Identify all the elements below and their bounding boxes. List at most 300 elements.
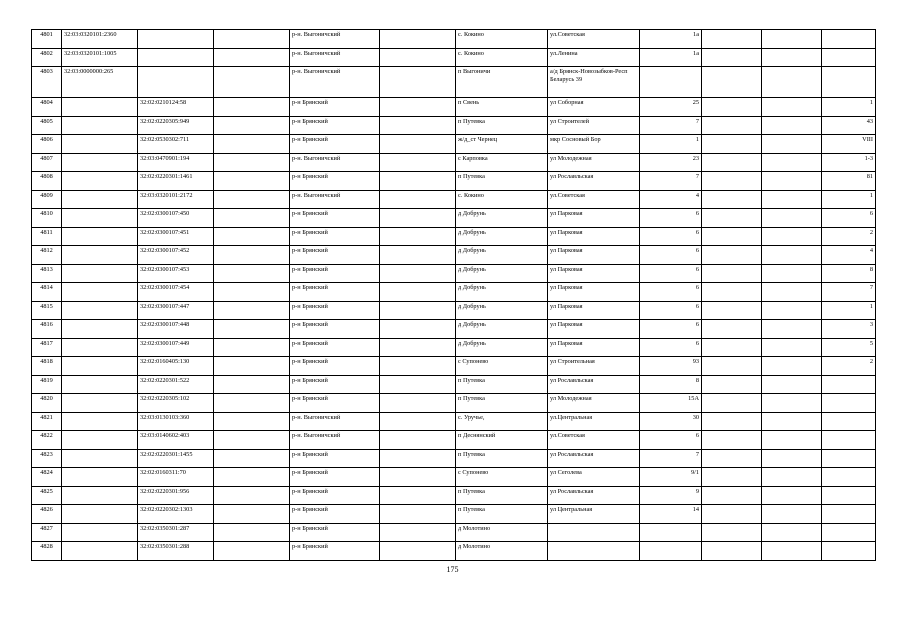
cadastral-number-cell: 32:03:0320101:1005 <box>62 48 138 67</box>
empty-cell <box>214 153 290 172</box>
empty-cell <box>214 283 290 302</box>
row-number-cell: 4818 <box>32 357 62 376</box>
empty-cell <box>762 505 822 524</box>
empty-cell <box>380 468 456 487</box>
district-cell: р-н Брянский <box>290 468 380 487</box>
district-cell: р-н Брянский <box>290 264 380 283</box>
empty-cell <box>702 449 762 468</box>
empty-cell <box>762 412 822 431</box>
settlement-cell: п Свень <box>456 98 548 117</box>
empty-cell <box>380 449 456 468</box>
empty-cell <box>762 30 822 49</box>
street-cell <box>548 523 640 542</box>
cadastral-number-cell <box>62 283 138 302</box>
district-cell: р-н Брянский <box>290 375 380 394</box>
table-row <box>32 209 876 228</box>
street-cell: ул Сеголева <box>548 468 640 487</box>
empty-cell <box>762 264 822 283</box>
empty-cell <box>380 209 456 228</box>
cadastral-number-alt-cell: 32:02:0300107:454 <box>138 283 214 302</box>
empty-cell <box>762 449 822 468</box>
empty-cell <box>762 190 822 209</box>
empty-cell <box>702 209 762 228</box>
empty-cell <box>380 486 456 505</box>
cadastral-number-cell <box>62 264 138 283</box>
empty-cell <box>380 190 456 209</box>
street-cell: ул Парковая <box>548 283 640 302</box>
district-cell: р-н. Выгоничский <box>290 431 380 450</box>
empty-cell <box>380 283 456 302</box>
cadastral-number-cell: 32:03:0000000:265 <box>62 67 138 98</box>
empty-cell <box>380 246 456 265</box>
house-number-cell: 1 <box>640 135 702 154</box>
cadastral-number-alt-cell <box>138 48 214 67</box>
house-number-cell: 25 <box>640 98 702 117</box>
table-row <box>32 67 876 98</box>
house-number-cell: 14 <box>640 505 702 524</box>
apartment-cell: 5 <box>822 338 876 357</box>
cadastral-number-cell: 32:03:0320101:2360 <box>62 30 138 49</box>
empty-cell <box>702 357 762 376</box>
settlement-cell: п Деснянский <box>456 431 548 450</box>
cadastral-number-cell <box>62 523 138 542</box>
table-row <box>32 505 876 524</box>
apartment-cell <box>822 431 876 450</box>
apartment-cell <box>822 394 876 413</box>
cadastral-number-cell <box>62 375 138 394</box>
apartment-cell <box>822 449 876 468</box>
table-row <box>32 153 876 172</box>
table-row <box>32 30 876 49</box>
empty-cell <box>762 48 822 67</box>
row-number-cell: 4815 <box>32 301 62 320</box>
house-number-cell: 6 <box>640 301 702 320</box>
street-cell: ул Парковая <box>548 338 640 357</box>
empty-cell <box>702 98 762 117</box>
district-cell: р-н Брянский <box>290 172 380 191</box>
row-number-cell: 4806 <box>32 135 62 154</box>
street-cell: ул Молодежная <box>548 153 640 172</box>
row-number-cell: 4814 <box>32 283 62 302</box>
row-number-cell: 4827 <box>32 523 62 542</box>
empty-cell <box>702 468 762 487</box>
empty-cell <box>702 486 762 505</box>
house-number-cell: 8 <box>640 375 702 394</box>
empty-cell <box>762 301 822 320</box>
empty-cell <box>702 135 762 154</box>
street-cell: ул Парковая <box>548 301 640 320</box>
empty-cell <box>702 283 762 302</box>
district-cell: р-н. Выгоничский <box>290 412 380 431</box>
house-number-cell: 1а <box>640 30 702 49</box>
settlement-cell: п Путевка <box>456 394 548 413</box>
district-cell: р-н Брянский <box>290 338 380 357</box>
cadastral-number-cell <box>62 542 138 561</box>
empty-cell <box>762 523 822 542</box>
table-row <box>32 375 876 394</box>
cadastral-number-alt-cell: 32:02:0530302:711 <box>138 135 214 154</box>
settlement-cell: п Путевка <box>456 172 548 191</box>
apartment-cell <box>822 523 876 542</box>
row-number-cell: 4825 <box>32 486 62 505</box>
settlement-cell: д Добрунь <box>456 264 548 283</box>
empty-cell <box>214 412 290 431</box>
empty-cell <box>214 505 290 524</box>
house-number-cell: 7 <box>640 449 702 468</box>
settlement-cell: д Молотино <box>456 523 548 542</box>
empty-cell <box>214 468 290 487</box>
district-cell: р-н Брянский <box>290 135 380 154</box>
cadastral-number-cell <box>62 357 138 376</box>
street-cell: ул Парковая <box>548 264 640 283</box>
street-cell: ул Соборная <box>548 98 640 117</box>
table-row <box>32 98 876 117</box>
cadastral-number-alt-cell: 32:02:0350301:287 <box>138 523 214 542</box>
settlement-cell: д Добрунь <box>456 283 548 302</box>
table-row <box>32 264 876 283</box>
table-row <box>32 431 876 450</box>
empty-cell <box>702 67 762 98</box>
table-row <box>32 449 876 468</box>
district-cell: р-н Брянский <box>290 301 380 320</box>
district-cell: р-н Брянский <box>290 283 380 302</box>
apartment-cell <box>822 375 876 394</box>
table-row <box>32 48 876 67</box>
row-number-cell: 4820 <box>32 394 62 413</box>
settlement-cell: п Путевка <box>456 449 548 468</box>
row-number-cell: 4805 <box>32 116 62 135</box>
apartment-cell: 7 <box>822 283 876 302</box>
house-number-cell: 7 <box>640 172 702 191</box>
apartment-cell: 8 <box>822 264 876 283</box>
empty-cell <box>762 153 822 172</box>
settlement-cell: п Путевка <box>456 486 548 505</box>
empty-cell <box>214 486 290 505</box>
house-number-cell: 15А <box>640 394 702 413</box>
row-number-cell: 4824 <box>32 468 62 487</box>
house-number-cell: 6 <box>640 283 702 302</box>
cadastral-number-alt-cell: 32:03:0470901:194 <box>138 153 214 172</box>
settlement-cell: д Добрунь <box>456 338 548 357</box>
empty-cell <box>762 172 822 191</box>
district-cell: р-н. Выгоничский <box>290 190 380 209</box>
settlement-cell: д Добрунь <box>456 301 548 320</box>
empty-cell <box>702 431 762 450</box>
empty-cell <box>702 264 762 283</box>
street-cell: ул Центральная <box>548 505 640 524</box>
district-cell: р-н Брянский <box>290 209 380 228</box>
table-row <box>32 190 876 209</box>
empty-cell <box>702 523 762 542</box>
settlement-cell: с. Кокино <box>456 190 548 209</box>
cadastral-number-alt-cell: 32:02:0160311:70 <box>138 468 214 487</box>
cadastral-number-alt-cell: 32:02:0220305:949 <box>138 116 214 135</box>
street-cell: ул.Советская <box>548 30 640 49</box>
cadastral-number-cell <box>62 468 138 487</box>
table-row <box>32 523 876 542</box>
empty-cell <box>762 67 822 98</box>
cadastral-number-cell <box>62 135 138 154</box>
apartment-cell: 2 <box>822 227 876 246</box>
cadastral-number-cell <box>62 320 138 339</box>
settlement-cell: д Добрунь <box>456 320 548 339</box>
cadastral-number-alt-cell: 32:02:0220302:1303 <box>138 505 214 524</box>
district-cell: р-н. Выгоничский <box>290 153 380 172</box>
empty-cell <box>702 505 762 524</box>
row-number-cell: 4804 <box>32 98 62 117</box>
empty-cell <box>762 431 822 450</box>
empty-cell <box>380 394 456 413</box>
house-number-cell: 23 <box>640 153 702 172</box>
empty-cell <box>702 320 762 339</box>
empty-cell <box>214 172 290 191</box>
district-cell: р-н Брянский <box>290 246 380 265</box>
empty-cell <box>762 135 822 154</box>
cadastral-number-alt-cell: 32:02:0220301:956 <box>138 486 214 505</box>
empty-cell <box>214 449 290 468</box>
apartment-cell: 81 <box>822 172 876 191</box>
empty-cell <box>214 431 290 450</box>
district-cell: р-н Брянский <box>290 505 380 524</box>
table-row <box>32 301 876 320</box>
street-cell: ул Парковая <box>548 246 640 265</box>
row-number-cell: 4811 <box>32 227 62 246</box>
house-number-cell <box>640 523 702 542</box>
settlement-cell: п Путевка <box>456 116 548 135</box>
empty-cell <box>380 523 456 542</box>
street-cell: ул Молодежная <box>548 394 640 413</box>
district-cell: р-н Брянский <box>290 116 380 135</box>
house-number-cell: 4 <box>640 190 702 209</box>
empty-cell <box>214 116 290 135</box>
cadastral-number-alt-cell: 32:02:0220301:522 <box>138 375 214 394</box>
empty-cell <box>702 172 762 191</box>
empty-cell <box>214 227 290 246</box>
table-row <box>32 338 876 357</box>
row-number-cell: 4817 <box>32 338 62 357</box>
cadastral-number-alt-cell: 32:03:0140602:403 <box>138 431 214 450</box>
district-cell: р-н Брянский <box>290 357 380 376</box>
empty-cell <box>214 67 290 98</box>
empty-cell <box>380 301 456 320</box>
cadastral-number-cell <box>62 486 138 505</box>
row-number-cell: 4813 <box>32 264 62 283</box>
row-number-cell: 4803 <box>32 67 62 98</box>
table-row <box>32 394 876 413</box>
row-number-cell: 4801 <box>32 30 62 49</box>
cadastral-number-alt-cell: 32:02:0160405:130 <box>138 357 214 376</box>
table-row <box>32 412 876 431</box>
apartment-cell: 1 <box>822 301 876 320</box>
house-number-cell: 9 <box>640 486 702 505</box>
apartment-cell <box>822 412 876 431</box>
empty-cell <box>762 468 822 487</box>
cadastral-number-cell <box>62 505 138 524</box>
empty-cell <box>702 153 762 172</box>
settlement-cell: с. Кокино <box>456 48 548 67</box>
table-body <box>32 30 876 561</box>
cadastral-number-cell <box>62 209 138 228</box>
cadastral-number-alt-cell: 32:02:0300107:453 <box>138 264 214 283</box>
property-registry-table <box>31 29 876 561</box>
street-cell: ул Парковая <box>548 320 640 339</box>
house-number-cell <box>640 67 702 98</box>
row-number-cell: 4808 <box>32 172 62 191</box>
empty-cell <box>762 98 822 117</box>
empty-cell <box>380 135 456 154</box>
row-number-cell: 4812 <box>32 246 62 265</box>
settlement-cell: д Добрунь <box>456 246 548 265</box>
row-number-cell: 4816 <box>32 320 62 339</box>
empty-cell <box>214 301 290 320</box>
empty-cell <box>380 153 456 172</box>
empty-cell <box>702 227 762 246</box>
apartment-cell: 4 <box>822 246 876 265</box>
settlement-cell: с. Кокино <box>456 30 548 49</box>
empty-cell <box>380 431 456 450</box>
apartment-cell: 1 <box>822 190 876 209</box>
cadastral-number-cell <box>62 116 138 135</box>
house-number-cell: 9/1 <box>640 468 702 487</box>
cadastral-number-alt-cell: 32:02:0220301:1461 <box>138 172 214 191</box>
cadastral-number-alt-cell: 32:03:0320101:2172 <box>138 190 214 209</box>
settlement-cell: с Карповка <box>456 153 548 172</box>
empty-cell <box>702 542 762 561</box>
row-number-cell: 4819 <box>32 375 62 394</box>
district-cell: р-н Брянский <box>290 394 380 413</box>
house-number-cell: 93 <box>640 357 702 376</box>
row-number-cell: 4807 <box>32 153 62 172</box>
empty-cell <box>214 338 290 357</box>
empty-cell <box>702 338 762 357</box>
table-row <box>32 486 876 505</box>
empty-cell <box>214 542 290 561</box>
cadastral-number-alt-cell: 32:02:0300107:448 <box>138 320 214 339</box>
table-row <box>32 468 876 487</box>
empty-cell <box>214 98 290 117</box>
settlement-cell: д Добрунь <box>456 209 548 228</box>
empty-cell <box>380 30 456 49</box>
apartment-cell <box>822 468 876 487</box>
table-row <box>32 246 876 265</box>
table-row <box>32 172 876 191</box>
empty-cell <box>762 375 822 394</box>
cadastral-number-alt-cell: 32:02:0300107:450 <box>138 209 214 228</box>
cadastral-number-cell <box>62 449 138 468</box>
district-cell: р-н. Выгоничский <box>290 30 380 49</box>
settlement-cell: п Путевка <box>456 505 548 524</box>
cadastral-number-cell <box>62 98 138 117</box>
empty-cell <box>762 486 822 505</box>
empty-cell <box>380 264 456 283</box>
cadastral-number-cell <box>62 190 138 209</box>
empty-cell <box>702 412 762 431</box>
settlement-cell: ж/д_ст Чернец <box>456 135 548 154</box>
cadastral-number-alt-cell <box>138 67 214 98</box>
street-cell: ул.Ленина <box>548 48 640 67</box>
apartment-cell <box>822 48 876 67</box>
apartment-cell <box>822 486 876 505</box>
street-cell <box>548 542 640 561</box>
empty-cell <box>214 523 290 542</box>
street-cell: ул Рославльская <box>548 375 640 394</box>
table-row <box>32 283 876 302</box>
empty-cell <box>380 227 456 246</box>
settlement-cell: д Добрунь <box>456 227 548 246</box>
apartment-cell: 2 <box>822 357 876 376</box>
street-cell: ул Парковая <box>548 227 640 246</box>
row-number-cell: 4822 <box>32 431 62 450</box>
apartment-cell: VIII <box>822 135 876 154</box>
row-number-cell: 4809 <box>32 190 62 209</box>
table-row <box>32 357 876 376</box>
empty-cell <box>380 320 456 339</box>
empty-cell <box>702 246 762 265</box>
empty-cell <box>702 116 762 135</box>
apartment-cell <box>822 542 876 561</box>
empty-cell <box>702 394 762 413</box>
cadastral-number-cell <box>62 431 138 450</box>
empty-cell <box>214 190 290 209</box>
street-cell: ул Парковая <box>548 209 640 228</box>
table-row <box>32 227 876 246</box>
empty-cell <box>762 357 822 376</box>
empty-cell <box>380 412 456 431</box>
street-cell: ул.Советская <box>548 431 640 450</box>
cadastral-number-cell <box>62 172 138 191</box>
street-cell: ул Строителей <box>548 116 640 135</box>
row-number-cell: 4821 <box>32 412 62 431</box>
district-cell: р-н Брянский <box>290 449 380 468</box>
empty-cell <box>380 116 456 135</box>
row-number-cell: 4826 <box>32 505 62 524</box>
table-row <box>32 320 876 339</box>
empty-cell <box>762 542 822 561</box>
settlement-cell: с Супонево <box>456 357 548 376</box>
cadastral-number-alt-cell: 32:02:0220301:1455 <box>138 449 214 468</box>
row-number-cell: 4828 <box>32 542 62 561</box>
apartment-cell: 1 <box>822 98 876 117</box>
house-number-cell: 1а <box>640 48 702 67</box>
apartment-cell: 1-3 <box>822 153 876 172</box>
empty-cell <box>702 190 762 209</box>
district-cell: р-н Брянский <box>290 227 380 246</box>
cadastral-number-cell <box>62 153 138 172</box>
empty-cell <box>214 246 290 265</box>
empty-cell <box>762 209 822 228</box>
settlement-cell: п Выгоничи <box>456 67 548 98</box>
house-number-cell: 7 <box>640 116 702 135</box>
empty-cell <box>380 505 456 524</box>
settlement-cell: с. Уручье, <box>456 412 548 431</box>
empty-cell <box>214 375 290 394</box>
district-cell: р-н. Выгоничский <box>290 48 380 67</box>
street-cell: ул Рославльская <box>548 449 640 468</box>
street-cell: мкр Сосновый Бор <box>548 135 640 154</box>
table-row <box>32 135 876 154</box>
empty-cell <box>702 30 762 49</box>
empty-cell <box>214 320 290 339</box>
empty-cell <box>380 338 456 357</box>
district-cell: р-н. Выгоничский <box>290 67 380 98</box>
empty-cell <box>214 394 290 413</box>
empty-cell <box>762 338 822 357</box>
empty-cell <box>762 320 822 339</box>
apartment-cell: 3 <box>822 320 876 339</box>
house-number-cell: 6 <box>640 338 702 357</box>
apartment-cell <box>822 30 876 49</box>
street-cell: ул.Советская <box>548 190 640 209</box>
